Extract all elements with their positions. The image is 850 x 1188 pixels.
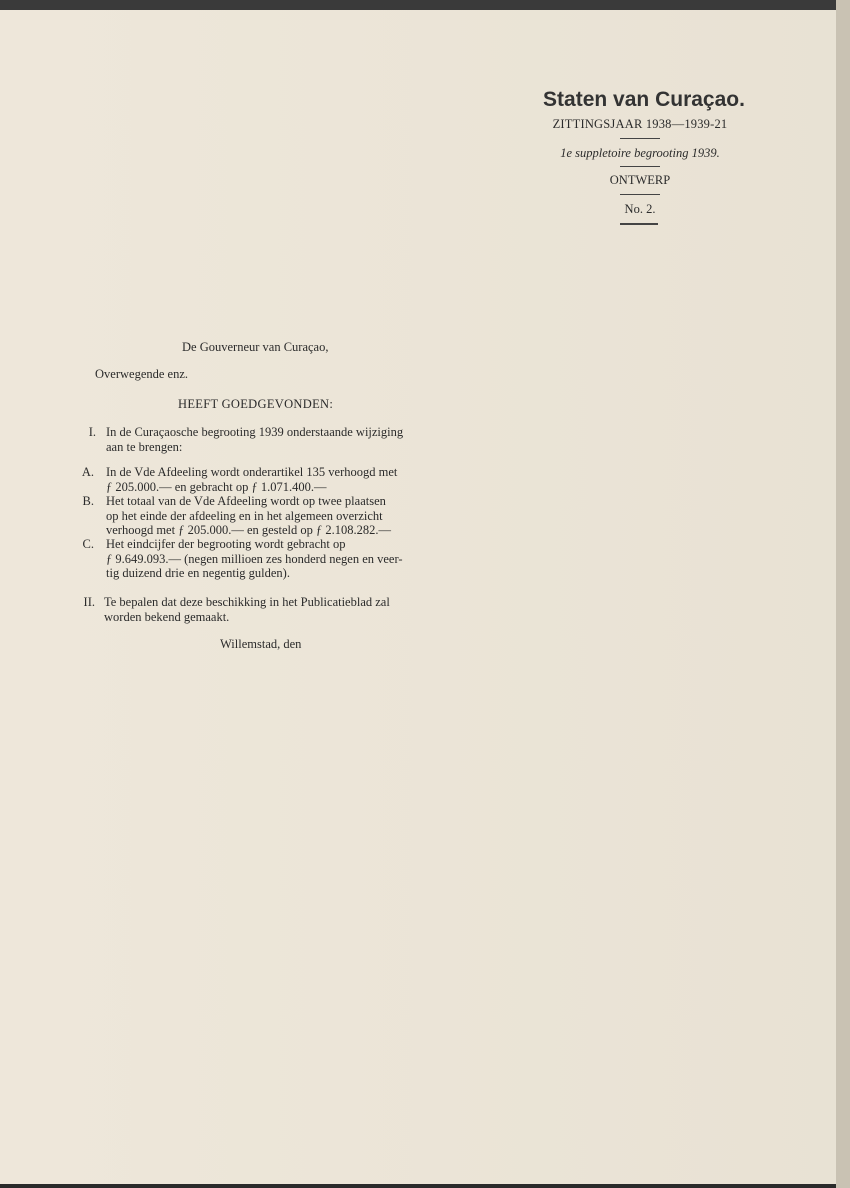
section-text [106, 465, 451, 494]
decision-heading: HEEFT GOEDGEVONDEN: [178, 397, 334, 411]
considering-line: Overwegende enz. [95, 367, 189, 381]
signature-place-date: Willemstad, den [220, 637, 302, 651]
section-marker: C. [82, 537, 94, 551]
session-year: ZITTINGSJAAR 1938—1939-21 [552, 117, 728, 131]
section-marker: I. [88, 425, 96, 439]
section-marker: II. [83, 595, 95, 609]
scan-top-border [0, 0, 850, 10]
header-rule-2 [620, 166, 660, 167]
text-line: aan te brengen: [106, 439, 183, 454]
text-line: ƒ 205.000.— en gebracht op ƒ 1.071.400.— [106, 479, 327, 494]
text-line: tig duizend drie en negentig gulden). [106, 566, 290, 580]
document-number: No. 2. [624, 202, 656, 216]
header-rule-3 [620, 194, 660, 195]
section-marker: B. [82, 494, 94, 508]
section-text [104, 595, 449, 624]
header-rule-4 [620, 223, 658, 225]
section-text [106, 494, 451, 538]
section-text [106, 425, 451, 454]
supplement-title: 1e suppletoire begrooting 1939. [560, 146, 720, 160]
document-title: Staten van Curaçao. [543, 88, 745, 111]
header-rule-1 [620, 138, 660, 139]
text-line: In de Vde Afdeeling wordt onderartikel 135 verhoogd met [106, 465, 398, 479]
text-line: Het totaal van de Vde Afdeeling wordt op twee plaatsen [106, 494, 386, 508]
text-line: worden bekend gemaakt. [104, 609, 230, 624]
section-marker: A. [81, 465, 94, 479]
draft-label: ONTWERP [609, 173, 671, 187]
scan-right-edge [836, 0, 850, 1188]
text-line: verhoogd met ƒ 205.000.— en gesteld op ƒ 2.108.282.— [106, 523, 392, 537]
text-line: op het einde der afdeeling en in het algemeen overzicht [106, 508, 383, 523]
text-line: In de Curaçaosche begrooting 1939 onderstaande wijziging [106, 425, 404, 439]
governor-line: De Gouverneur van Curaçao, [182, 340, 329, 354]
text-line: Het eindcijfer der begrooting wordt gebracht op [106, 537, 346, 551]
section-text [106, 537, 451, 581]
text-line: ƒ 9.649.093.— (negen millioen zes honderd negen en veer- [106, 551, 403, 566]
text-line: Te bepalen dat deze beschikking in het Publicatieblad zal [104, 595, 390, 609]
